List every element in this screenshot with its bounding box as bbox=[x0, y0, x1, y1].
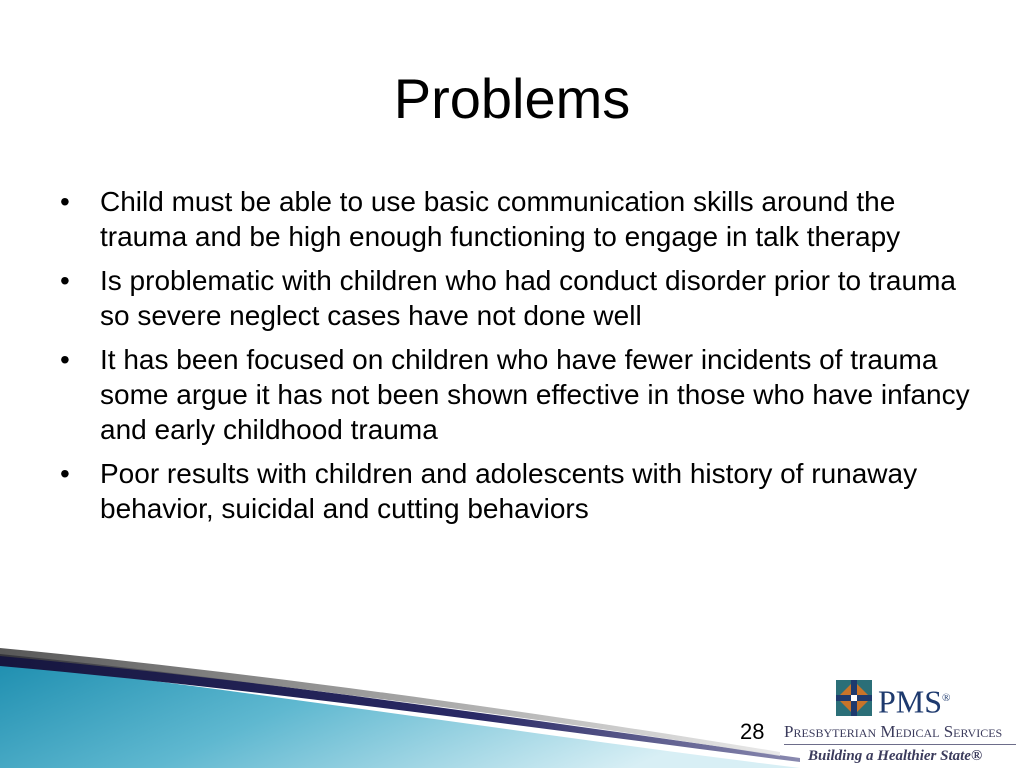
logo-acronym: PMS® bbox=[878, 683, 951, 720]
bullet-item bbox=[56, 184, 986, 254]
bullet-item bbox=[56, 263, 986, 333]
slide-title: Problems bbox=[393, 67, 631, 130]
pms-logo bbox=[782, 676, 1018, 766]
page-number: 28 bbox=[740, 719, 765, 744]
logo-tagline: Building a Healthier State® bbox=[808, 748, 983, 764]
logo-organization-name: Presbyterian Medical Services bbox=[784, 722, 1003, 741]
bullet-icon: • bbox=[60, 186, 70, 217]
bullet-text: Child must be able to use basic communication skills around the trauma and be high enough functioning to engage in talk therapy bbox=[100, 186, 901, 252]
decorative-swoosh bbox=[0, 648, 800, 768]
bullet-item bbox=[56, 456, 986, 526]
bullet-icon: • bbox=[60, 344, 70, 375]
bullet-text: It has been focused on children who have fewer incidents of trauma some argue it has not been shown effective in those who have infancy and early childhood trauma bbox=[100, 344, 970, 445]
bullet-icon: • bbox=[60, 265, 70, 296]
logo-divider bbox=[784, 744, 1016, 745]
pms-logo-icon bbox=[834, 678, 874, 718]
bullet-item bbox=[56, 342, 986, 447]
bullet-icon: • bbox=[60, 458, 70, 489]
bullet-text: Is problematic with children who had conduct disorder prior to trauma so severe neglect cases have not done well bbox=[100, 265, 956, 331]
bullet-list bbox=[56, 184, 986, 535]
bullet-text: Poor results with children and adolescents with history of runaway behavior, suicidal and cutting behaviors bbox=[100, 458, 918, 524]
